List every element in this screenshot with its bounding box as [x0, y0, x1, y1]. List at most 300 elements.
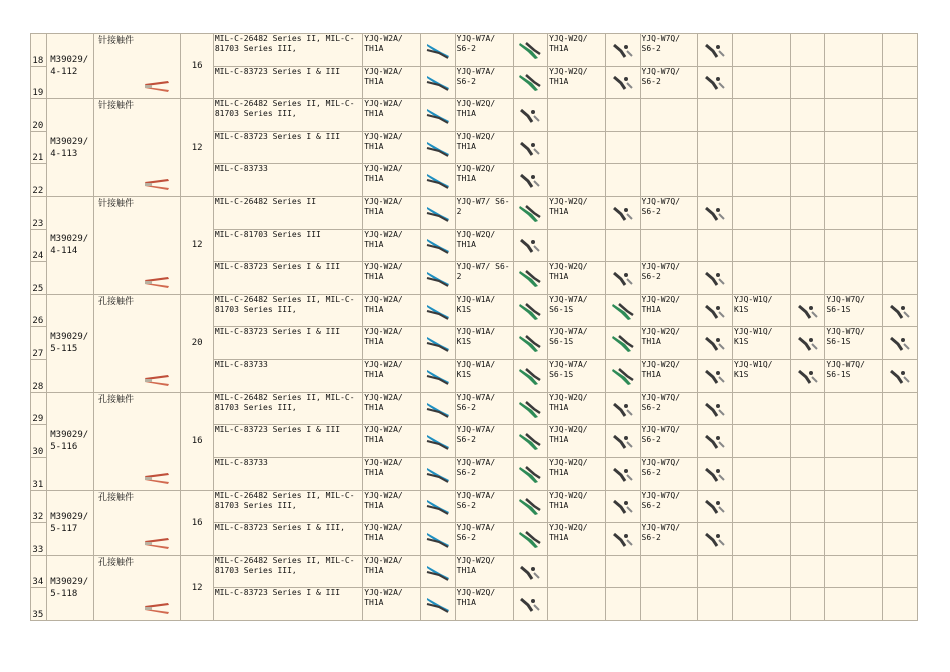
tool-icon-cell [421, 490, 456, 523]
empty-cell [548, 229, 606, 262]
tool-icon-cell [421, 360, 456, 393]
empty-cell [605, 131, 640, 164]
table-row [31, 99, 918, 132]
table-row [31, 197, 918, 230]
crimp-tool-icon [611, 433, 635, 451]
tool-label: YJQ-W2A/ TH1A [363, 66, 421, 99]
row-number: 22 [31, 164, 47, 197]
crimp-tool-icon [518, 172, 542, 190]
crimp-tool-icon [518, 237, 542, 255]
green-crimp-tool-icon [518, 401, 542, 419]
tool-icon-cell [421, 588, 456, 621]
crimp-tool-icon [611, 205, 635, 223]
tool-icon-cell [421, 197, 456, 230]
empty-cell [883, 164, 918, 197]
tool-icon-cell [883, 294, 918, 327]
blue-crimp-tool-icon [426, 335, 450, 353]
empty-cell [698, 164, 733, 197]
empty-cell [790, 66, 825, 99]
tool-label: YJQ-W7A/ S6-2 [455, 457, 513, 490]
crimp-tool-icon [518, 107, 542, 125]
empty-cell [825, 164, 883, 197]
blue-crimp-tool-icon [426, 237, 450, 255]
empty-cell [883, 131, 918, 164]
tool-label: YJQ-W2A/ TH1A [363, 523, 421, 556]
blue-crimp-tool-icon [426, 498, 450, 516]
tool-label: YJQ-W7Q/ S6-2 [640, 523, 698, 556]
empty-cell [825, 555, 883, 588]
tool-icon-cell [513, 34, 548, 67]
empty-cell [825, 229, 883, 262]
tool-label: YJQ-W7Q/ S6-2 [640, 425, 698, 458]
part-number: M39029/ 4-113 [47, 99, 94, 197]
green-crimp-tool-icon [518, 270, 542, 288]
tool-icon-cell [698, 425, 733, 458]
spec-cell: MIL-C-26482 Series II, MIL-C-81703 Series III, [213, 294, 362, 327]
tool-label: YJQ-W2Q/ TH1A [548, 34, 606, 67]
tool-label: YJQ-W2Q/ TH1A [548, 523, 606, 556]
blue-crimp-tool-icon [426, 74, 450, 92]
table-row [31, 490, 918, 523]
tool-icon-cell [513, 457, 548, 490]
empty-cell [640, 555, 698, 588]
tool-label: YJQ-W2Q/ TH1A [640, 360, 698, 393]
tool-icon-cell [605, 262, 640, 295]
tool-icon-cell [513, 523, 548, 556]
empty-cell [883, 588, 918, 621]
contact-type-label: 孔接触件 [97, 492, 134, 503]
empty-cell [790, 588, 825, 621]
empty-cell [698, 229, 733, 262]
empty-cell [605, 164, 640, 197]
spec-cell: MIL-C-81703 Series III [213, 229, 362, 262]
tool-label: YJQ-W2Q/ TH1A [640, 327, 698, 360]
spec-cell: MIL-C-26482 Series II, MIL-C-81703 Series III, [213, 490, 362, 523]
contact-image-cell [93, 197, 180, 295]
empty-cell [698, 555, 733, 588]
empty-cell [605, 99, 640, 132]
crimp-tool-icon [611, 270, 635, 288]
crimp-tool-icon [888, 303, 912, 321]
row-number: 24 [31, 229, 47, 262]
empty-cell [732, 229, 790, 262]
tool-icon-cell [421, 229, 456, 262]
tool-icon-cell [421, 294, 456, 327]
tool-icon-cell [698, 523, 733, 556]
empty-cell [790, 262, 825, 295]
spec-cell: MIL-C-26482 Series II [213, 197, 362, 230]
blue-crimp-tool-icon [426, 42, 450, 60]
tool-label: YJQ-W7Q/ S6-1S [825, 360, 883, 393]
tool-label: YJQ-W1A/ K1S [455, 327, 513, 360]
part-number: M39029/ 5-116 [47, 392, 94, 490]
tool-icon-cell [421, 555, 456, 588]
spec-cell: MIL-C-83723 Series I & III [213, 262, 362, 295]
tool-label: YJQ-W7Q/ S6-2 [640, 457, 698, 490]
green-crimp-tool-icon [518, 433, 542, 451]
tool-icon-cell [698, 457, 733, 490]
tool-label: YJQ-W7A/ S6-2 [455, 66, 513, 99]
tool-icon-cell [421, 99, 456, 132]
crimp-tool-icon [703, 74, 727, 92]
tool-label: YJQ-W2Q/ TH1A [640, 294, 698, 327]
crimp-tool-icon [888, 368, 912, 386]
tool-label: YJQ-W7/ S6-2 [455, 197, 513, 230]
tool-icon-cell [513, 327, 548, 360]
empty-cell [605, 588, 640, 621]
crimp-tool-icon [518, 564, 542, 582]
tool-label: YJQ-W2A/ TH1A [363, 229, 421, 262]
tool-icon-cell [698, 392, 733, 425]
crimp-tool-icon [703, 270, 727, 288]
tool-icon-cell [605, 425, 640, 458]
row-number: 21 [31, 131, 47, 164]
contact-type-label: 孔接触件 [97, 557, 134, 568]
tool-label: YJQ-W2A/ TH1A [363, 555, 421, 588]
empty-cell [883, 229, 918, 262]
empty-cell [790, 99, 825, 132]
tool-icon-cell [513, 360, 548, 393]
row-number: 29 [31, 392, 47, 425]
contact-pin-image [144, 537, 170, 551]
empty-cell [640, 131, 698, 164]
blue-crimp-tool-icon [426, 433, 450, 451]
tool-icon-cell [698, 66, 733, 99]
tool-label: YJQ-W2A/ TH1A [363, 131, 421, 164]
tool-icon-cell [513, 262, 548, 295]
contact-size: 20 [181, 294, 214, 392]
empty-cell [698, 588, 733, 621]
tool-icon-cell [421, 392, 456, 425]
empty-cell [883, 490, 918, 523]
spec-cell: MIL-C-83723 Series I & III [213, 425, 362, 458]
empty-cell [732, 523, 790, 556]
row-number: 34 [31, 555, 47, 588]
tool-icon-cell [421, 425, 456, 458]
tool-icon-cell [513, 392, 548, 425]
contact-image-cell [93, 99, 180, 197]
tool-label: YJQ-W2A/ TH1A [363, 164, 421, 197]
tool-label: YJQ-W7Q/ S6-2 [640, 490, 698, 523]
table-row [31, 34, 918, 67]
empty-cell [732, 392, 790, 425]
empty-cell [883, 523, 918, 556]
tool-icon-cell [421, 131, 456, 164]
table-row [31, 392, 918, 425]
tool-label: YJQ-W1Q/ K1S [732, 360, 790, 393]
tool-label: YJQ-W7Q/ S6-2 [640, 34, 698, 67]
contact-size: 12 [181, 197, 214, 295]
empty-cell [790, 425, 825, 458]
contact-size: 12 [181, 555, 214, 620]
tool-label: YJQ-W7A/ S6-2 [455, 425, 513, 458]
tool-label: YJQ-W2A/ TH1A [363, 327, 421, 360]
part-number: M39029/ 4-114 [47, 197, 94, 295]
crimp-tool-icon [518, 140, 542, 158]
spec-cell: MIL-C-26482 Series II, MIL-C-81703 Series III, [213, 99, 362, 132]
spec-cell: MIL-C-26482 Series II, MIL-C-81703 Series III, [213, 34, 362, 67]
empty-cell [732, 131, 790, 164]
tool-label: YJQ-W2Q/ TH1A [455, 229, 513, 262]
empty-cell [790, 555, 825, 588]
crimp-tool-icon [703, 531, 727, 549]
tool-icon-cell [513, 131, 548, 164]
empty-cell [790, 229, 825, 262]
spec-cell: MIL-C-83723 Series I & III [213, 131, 362, 164]
empty-cell [548, 555, 606, 588]
blue-crimp-tool-icon [426, 205, 450, 223]
tool-icon-cell [605, 523, 640, 556]
row-number: 35 [31, 588, 47, 621]
tool-label: YJQ-W2A/ TH1A [363, 588, 421, 621]
tool-label: YJQ-W2A/ TH1A [363, 294, 421, 327]
row-number: 33 [31, 523, 47, 556]
tool-label: YJQ-W2Q/ TH1A [548, 197, 606, 230]
tool-icon-cell [698, 197, 733, 230]
blue-crimp-tool-icon [426, 466, 450, 484]
blue-crimp-tool-icon [426, 270, 450, 288]
row-number: 31 [31, 457, 47, 490]
row-number: 32 [31, 490, 47, 523]
tool-icon-cell [513, 66, 548, 99]
contact-type-label: 针接触件 [97, 199, 134, 210]
empty-cell [883, 262, 918, 295]
tool-label: YJQ-W7Q/ S6-1S [825, 327, 883, 360]
crimp-tool-icon [703, 42, 727, 60]
contact-pin-image [144, 374, 170, 388]
empty-cell [732, 34, 790, 67]
tool-icon-cell [513, 588, 548, 621]
green-crimp-tool-icon [518, 498, 542, 516]
tool-icon-cell [605, 327, 640, 360]
tool-icon-cell [698, 294, 733, 327]
row-number: 26 [31, 294, 47, 327]
tool-label: YJQ-W2A/ TH1A [363, 360, 421, 393]
tool-icon-cell [883, 327, 918, 360]
empty-cell [790, 197, 825, 230]
empty-cell [732, 197, 790, 230]
green-crimp-tool-icon [518, 368, 542, 386]
contact-size: 16 [181, 490, 214, 555]
tool-label: YJQ-W2A/ TH1A [363, 34, 421, 67]
green-crimp-tool-icon [611, 303, 635, 321]
tool-icon-cell [605, 392, 640, 425]
empty-cell [732, 457, 790, 490]
empty-cell [790, 34, 825, 67]
tool-icon-cell [698, 34, 733, 67]
empty-cell [825, 523, 883, 556]
contact-pin-image [144, 602, 170, 616]
empty-cell [790, 164, 825, 197]
tool-label: YJQ-W7Q/ S6-2 [640, 392, 698, 425]
tool-label: YJQ-W2Q/ TH1A [455, 131, 513, 164]
tool-label: YJQ-W7A/ S6-2 [455, 490, 513, 523]
tool-icon-cell [513, 164, 548, 197]
crimp-tool-icon [611, 42, 635, 60]
row-number: 28 [31, 360, 47, 393]
contact-type-label: 孔接触件 [97, 394, 134, 405]
spec-cell: MIL-C-83723 Series I & III [213, 327, 362, 360]
tool-label: YJQ-W2A/ TH1A [363, 262, 421, 295]
crimp-tool-icon [611, 74, 635, 92]
green-crimp-tool-icon [518, 205, 542, 223]
green-crimp-tool-icon [518, 303, 542, 321]
empty-cell [883, 457, 918, 490]
empty-cell [698, 131, 733, 164]
crimp-tool-icon [888, 335, 912, 353]
empty-cell [640, 588, 698, 621]
green-crimp-tool-icon [611, 368, 635, 386]
tool-label: YJQ-W1A/ K1S [455, 294, 513, 327]
crimp-tool-icon [796, 303, 820, 321]
empty-cell [640, 164, 698, 197]
tool-label: YJQ-W7Q/ S6-1S [825, 294, 883, 327]
blue-crimp-tool-icon [426, 531, 450, 549]
crimp-tool-icon [703, 498, 727, 516]
tool-icon-cell [698, 490, 733, 523]
empty-cell [790, 490, 825, 523]
crimp-tool-icon [518, 596, 542, 614]
row-number: 23 [31, 197, 47, 230]
crimp-tool-icon [703, 466, 727, 484]
contact-pin-image [144, 178, 170, 192]
tool-icon-cell [513, 197, 548, 230]
tool-label: YJQ-W7A/ S6-1S [548, 360, 606, 393]
contact-size: 16 [181, 392, 214, 490]
contact-image-cell [93, 34, 180, 99]
blue-crimp-tool-icon [426, 303, 450, 321]
empty-cell [790, 131, 825, 164]
blue-crimp-tool-icon [426, 368, 450, 386]
empty-cell [825, 34, 883, 67]
crimp-tool-icon [611, 531, 635, 549]
tool-icon-cell [790, 327, 825, 360]
tool-label: YJQ-W7Q/ S6-2 [640, 197, 698, 230]
spec-cell: MIL-C-83723 Series I & III [213, 66, 362, 99]
contact-image-cell [93, 490, 180, 555]
empty-cell [732, 262, 790, 295]
row-number: 19 [31, 66, 47, 99]
tool-icon-cell [421, 66, 456, 99]
crimp-tool-icon [611, 498, 635, 516]
tool-icon-cell [421, 457, 456, 490]
tool-label: YJQ-W2Q/ TH1A [548, 457, 606, 490]
tool-label: YJQ-W2A/ TH1A [363, 490, 421, 523]
contact-pin-image [144, 472, 170, 486]
tool-label: YJQ-W2Q/ TH1A [548, 66, 606, 99]
contact-image-cell [93, 392, 180, 490]
tool-icon-cell [421, 523, 456, 556]
tool-label: YJQ-W7A/ S6-1S [548, 294, 606, 327]
spec-cell: MIL-C-26482 Series II, MIL-C-81703 Series III, [213, 555, 362, 588]
empty-cell [548, 164, 606, 197]
blue-crimp-tool-icon [426, 172, 450, 190]
tool-label: YJQ-W2Q/ TH1A [455, 164, 513, 197]
crimp-tool-icon [796, 335, 820, 353]
green-crimp-tool-icon [518, 42, 542, 60]
empty-cell [548, 588, 606, 621]
crimp-tool-icon [703, 401, 727, 419]
part-number: M39029/ 5-117 [47, 490, 94, 555]
crimp-tool-icon [611, 466, 635, 484]
part-number: M39029/ 5-115 [47, 294, 94, 392]
spec-cell: MIL-C-83723 Series I & III [213, 588, 362, 621]
spec-cell: MIL-C-83723 Series I & III, [213, 523, 362, 556]
empty-cell [883, 66, 918, 99]
contact-size: 16 [181, 34, 214, 99]
tool-label: YJQ-W2Q/ TH1A [548, 490, 606, 523]
empty-cell [825, 66, 883, 99]
tool-icon-cell [513, 490, 548, 523]
tool-label: YJQ-W2A/ TH1A [363, 392, 421, 425]
empty-cell [790, 457, 825, 490]
crimp-tool-icon [703, 303, 727, 321]
blue-crimp-tool-icon [426, 596, 450, 614]
tool-label: YJQ-W2Q/ TH1A [455, 555, 513, 588]
empty-cell [825, 99, 883, 132]
table-row [31, 294, 918, 327]
tool-icon-cell [698, 360, 733, 393]
spec-cell: MIL-C-83733 [213, 164, 362, 197]
empty-cell [790, 392, 825, 425]
tool-icon-cell [883, 360, 918, 393]
part-number: M39029/ 4-112 [47, 34, 94, 99]
empty-cell [548, 99, 606, 132]
empty-cell [883, 392, 918, 425]
empty-cell [825, 457, 883, 490]
tool-label: YJQ-W7A/ S6-2 [455, 34, 513, 67]
contact-type-label: 针接触件 [97, 101, 134, 112]
contact-size: 12 [181, 99, 214, 197]
tool-icon-cell [605, 490, 640, 523]
empty-cell [732, 164, 790, 197]
contact-image-cell [93, 294, 180, 392]
green-crimp-tool-icon [518, 466, 542, 484]
crimp-tool-icon [611, 401, 635, 419]
contact-tool-table [30, 33, 918, 621]
tool-icon-cell [421, 34, 456, 67]
tool-icon-cell [605, 457, 640, 490]
tool-label: YJQ-W7/ S6-2 [455, 262, 513, 295]
tool-label: YJQ-W7Q/ S6-2 [640, 66, 698, 99]
tool-icon-cell [513, 99, 548, 132]
empty-cell [825, 490, 883, 523]
contact-pin-image [144, 276, 170, 290]
tool-label: YJQ-W2A/ TH1A [363, 99, 421, 132]
empty-cell [732, 99, 790, 132]
empty-cell [732, 66, 790, 99]
empty-cell [790, 523, 825, 556]
empty-cell [640, 229, 698, 262]
empty-cell [732, 555, 790, 588]
tool-label: YJQ-W1A/ K1S [455, 360, 513, 393]
row-number: 18 [31, 34, 47, 67]
tool-label: YJQ-W2A/ TH1A [363, 425, 421, 458]
tool-icon-cell [605, 34, 640, 67]
spec-cell: MIL-C-83733 [213, 360, 362, 393]
crimp-tool-icon [703, 335, 727, 353]
contact-type-label: 针接触件 [97, 36, 134, 46]
row-number: 27 [31, 327, 47, 360]
empty-cell [732, 588, 790, 621]
tool-icon-cell [513, 294, 548, 327]
tool-label: YJQ-W1Q/ K1S [732, 327, 790, 360]
tool-label: YJQ-W7A/ S6-1S [548, 327, 606, 360]
empty-cell [825, 197, 883, 230]
tool-label: YJQ-W2Q/ TH1A [548, 425, 606, 458]
tool-label: YJQ-W7A/ S6-2 [455, 392, 513, 425]
empty-cell [883, 34, 918, 67]
